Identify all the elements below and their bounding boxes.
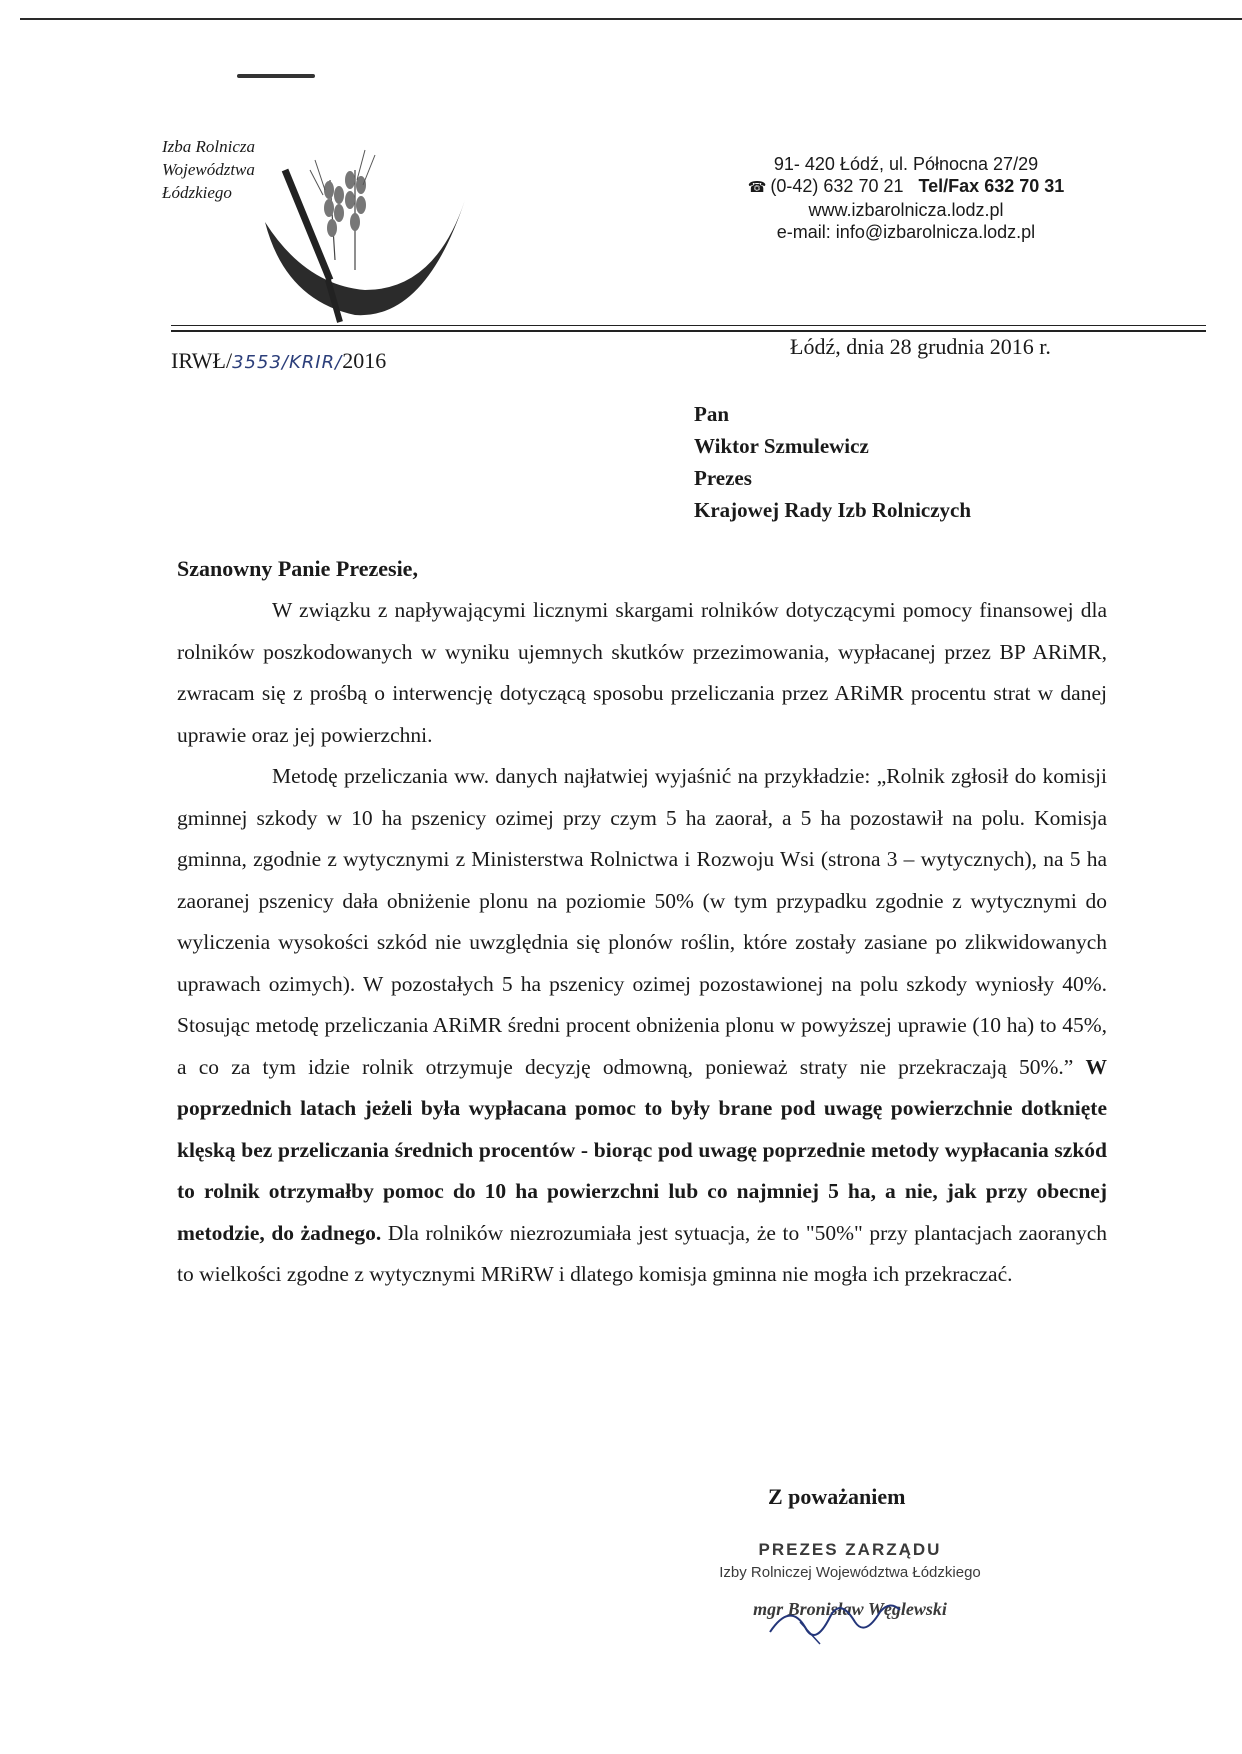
- organization-name: Izba Rolnicza Województwa Łódzkiego: [162, 137, 256, 202]
- signatory-name: mgr Bronisław Węglewski: [753, 1599, 947, 1619]
- paragraph-2: Metodę przeliczania ww. danych najłatwiej wyjaśnić na przykładzie: „Rolnik zgłosił do komisji gminnej szkody w 10 ha pszenicy ozimej przy czym 5 ha zaorał, a 5 ha pozostawił na polu. Komisja gminna, zgodnie z wytycznymi z Ministerstwa Rolnictwa i Rozwoju Wsi (strona 3 – wytycznych), na 5 ha zaoranej pszenicy dała obniżenie plonu na poziomie 50% (w tym przypadku zgodnie z wytycznymi do wyliczenia wysokości szkód nie uwzględnia się plonów roślin, które zostały zasiane po zlikwidowanych uprawach ozimych). W pozostałych 5 ha pszenicy ozimej pozostawionej na polu szkody wyniosły 40%. Stosując metodę przeliczania ARiMR średni procent obniżenia plonu w powyższej uprawie (10 ha) to 45%, a co za tym idzie rolnik otrzymuje decyzję odmowną, ponieważ straty nie przekraczają 50%.” W poprzednich latach jeżeli była wypłacana pomoc to były brane pod uwagę powierzchnie dotknięte klęską bez przeliczania średnich procentów - biorąc pod uwagę poprzednie metody wypłacania szkód to rolnik otrzymałby pomoc do 10 ha powierzchni lub co najmniej 5 ha, a nie, jak przy obecnej metodzie, do żadnego. Dla rolników niezrozumiała jest sytuacja, że to "50%" przy plantacjach zaoranych to wielkości zgodne z wytycznymi MRiRW i dlatego komisja gminna nie mogła ich przekraczać.: [177, 764, 1107, 1286]
- pen-mark: [237, 74, 315, 78]
- website: www.izbarolnicza.lodz.pl: [808, 200, 1004, 220]
- handwritten-signature-icon: [760, 1592, 910, 1652]
- letter-date: Łódź, dnia 28 grudnia 2016 r.: [790, 334, 1051, 359]
- recipient-block: Pan Wiktor Szmulewicz Prezes Krajowej Rady Izb Rolniczych: [694, 402, 972, 522]
- chamber-logo-icon: [255, 140, 475, 340]
- reference-number: IRWŁ/3553/KRIR/2016: [171, 348, 387, 373]
- email: e-mail: info@izbarolnicza.lodz.pl: [776, 222, 1036, 242]
- phone-line: ☎ (0-42) 632 70 21 Tel/Fax 632 70 31: [700, 175, 1112, 199]
- letter-body: [177, 590, 1107, 1296]
- bold-passage: W poprzednich latach jeżeli była wypłacana pomoc to były brane pod uwagę powierzchnie dotknięte klęską bez przeliczania średnich procentów - biorąc pod uwagę poprzednie metody wypłacania szkód to rolnik otrzymałby pomoc do 10 ha powierzchni lub co najmniej 5 ha, a nie, jak przy obecnej metodzie, do żadnego.: [177, 1054, 1107, 1245]
- handwritten-reference: 3553/KRIR/: [232, 352, 343, 373]
- phone-icon: ☎: [747, 179, 767, 196]
- salutation: Szanowny Panie Prezesie,: [177, 556, 418, 581]
- top-border-line: [20, 18, 1242, 20]
- stamp-title: PREZES ZARZĄDU: [758, 1540, 942, 1559]
- header-divider: [171, 325, 1206, 326]
- stamp-org: Izby Rolniczej Województwa Łódzkiego: [719, 1564, 981, 1581]
- header-divider-bold: [171, 330, 1206, 332]
- paragraph-1: W związku z napływającymi licznymi skargami rolników dotyczącymi pomocy finansowej dla rolników poszkodowanych w wyniku ujemnych skutków przezimowania, wypłacanej przez BP ARiMR, zwracam się z prośbą o interwencję dotyczącą sposobu przeliczania przez ARiMR procentu strat w danej uprawie oraz jej powierzchni.: [177, 598, 1107, 747]
- address: 91- 420 Łódź, ul. Północna 27/29: [773, 154, 1039, 174]
- closing: Z poważaniem: [768, 1484, 906, 1509]
- contact-block: [700, 153, 1112, 243]
